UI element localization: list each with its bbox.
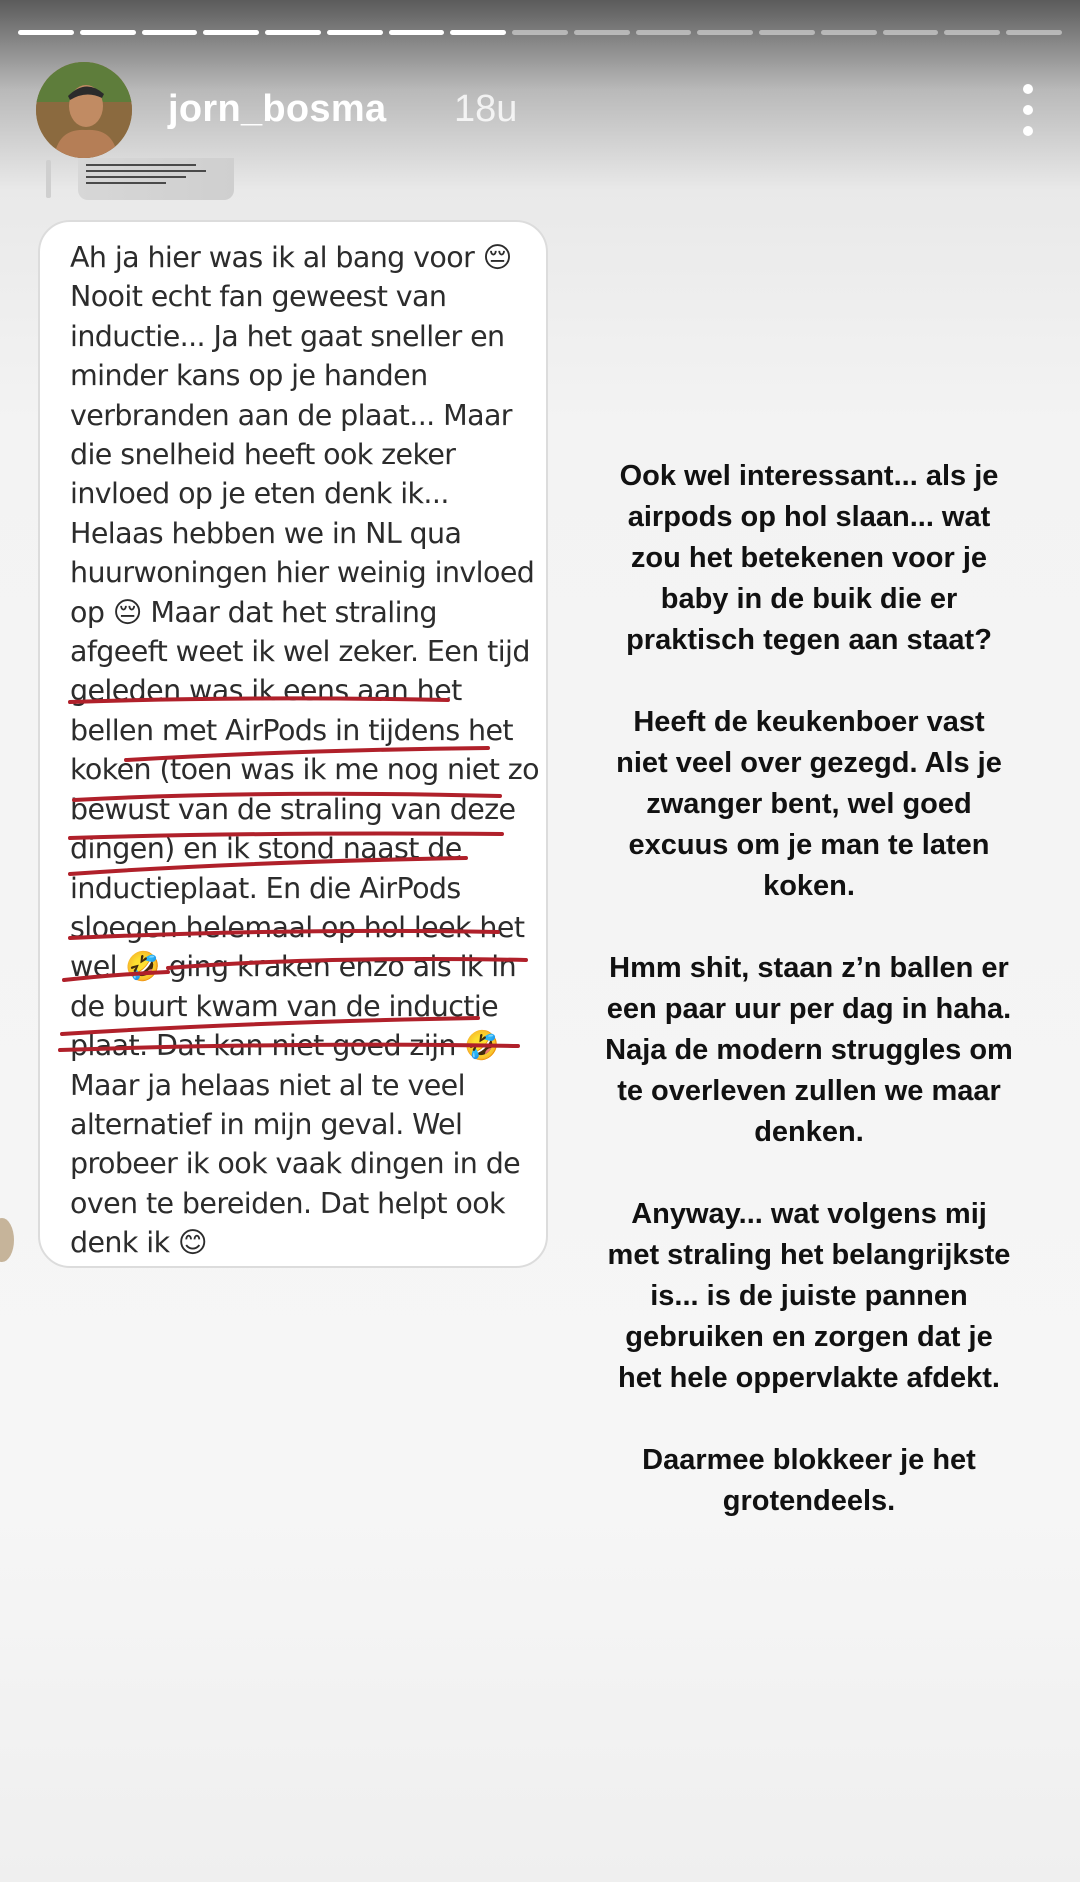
quoted-story-thumbnail	[78, 158, 234, 200]
caption-paragraph: Ook wel interessant... als je airpods op hol slaan... wat zou het betekenen voor je baby in de buik die er praktisch tegen aan staat?	[619, 460, 999, 656]
reply-quote-bar	[46, 160, 51, 198]
post-time: 18u	[454, 88, 518, 130]
progress-segment	[80, 30, 136, 35]
progress-segment	[265, 30, 321, 35]
progress-segment	[450, 30, 506, 35]
progress-segment	[203, 30, 259, 35]
progress-segment	[512, 30, 568, 35]
message-bubble	[38, 220, 548, 1268]
story-progress-bar	[18, 30, 1062, 36]
story-header	[36, 62, 1046, 162]
message-text: Ah ja hier was ik al bang voor 😔 Nooit echt fan geweest van inductie... Ja het gaat sneller en minder kans op je handen verbranden aan de plaat... Maar die snelheid heeft ook zeker invloed op je eten denk ik... Helaas hebben we in NL qua huurwoningen hier weinig invloed op 😔 Maar dat het straling afgeeft weet ik wel zeker. Een tijd geleden was ik eens aan het bellen met AirPods in tijdens het koken (toen was ik me nog niet zo bewust van de straling van deze dingen) en ik stond naast de inductieplaat. En die AirPods sloegen helemaal op hol leek het wel 🤣 ging kraken enzo als ik in de buurt kwam van de inductie plaat. Dat kan niet goed zijn 🤣 Maar ja helaas niet al te veel alternatief in mijn geval. Wel probeer ik ook vaak dingen in de oven te bereiden. Dat helpt ook denk ik 😊	[70, 241, 539, 1260]
progress-segment	[883, 30, 939, 35]
progress-segment	[821, 30, 877, 35]
progress-segment	[944, 30, 1000, 35]
progress-segment	[1006, 30, 1062, 35]
story-caption	[604, 456, 1014, 1563]
caption-paragraph: Heeft de keukenboer vast niet veel over gezegd. Als je zwanger bent, wel goed excuus om je man te laten koken.	[616, 706, 1002, 902]
progress-segment	[389, 30, 445, 35]
caption-paragraph: Daarmee blokkeer je het grotendeels.	[642, 1444, 976, 1517]
progress-segment	[574, 30, 630, 35]
username[interactable]: jorn_bosma	[168, 88, 387, 130]
progress-segment	[636, 30, 692, 35]
caption-paragraph: Hmm shit, staan z’n ballen er een paar uur per dag in haha. Naja de modern struggles om te overleven zullen we maar denken.	[605, 952, 1013, 1148]
progress-segment	[759, 30, 815, 35]
more-vertical-icon[interactable]	[1016, 84, 1040, 136]
avatar[interactable]	[36, 62, 132, 158]
progress-segment	[697, 30, 753, 35]
progress-segment	[142, 30, 198, 35]
caption-paragraph: Anyway... wat volgens mij met straling het belangrijkste is... is de juiste pannen gebruiken en zorgen dat je het hele oppervlakte afdekt.	[607, 1198, 1011, 1394]
progress-segment	[327, 30, 383, 35]
sender-avatar	[0, 1218, 14, 1262]
progress-segment	[18, 30, 74, 35]
